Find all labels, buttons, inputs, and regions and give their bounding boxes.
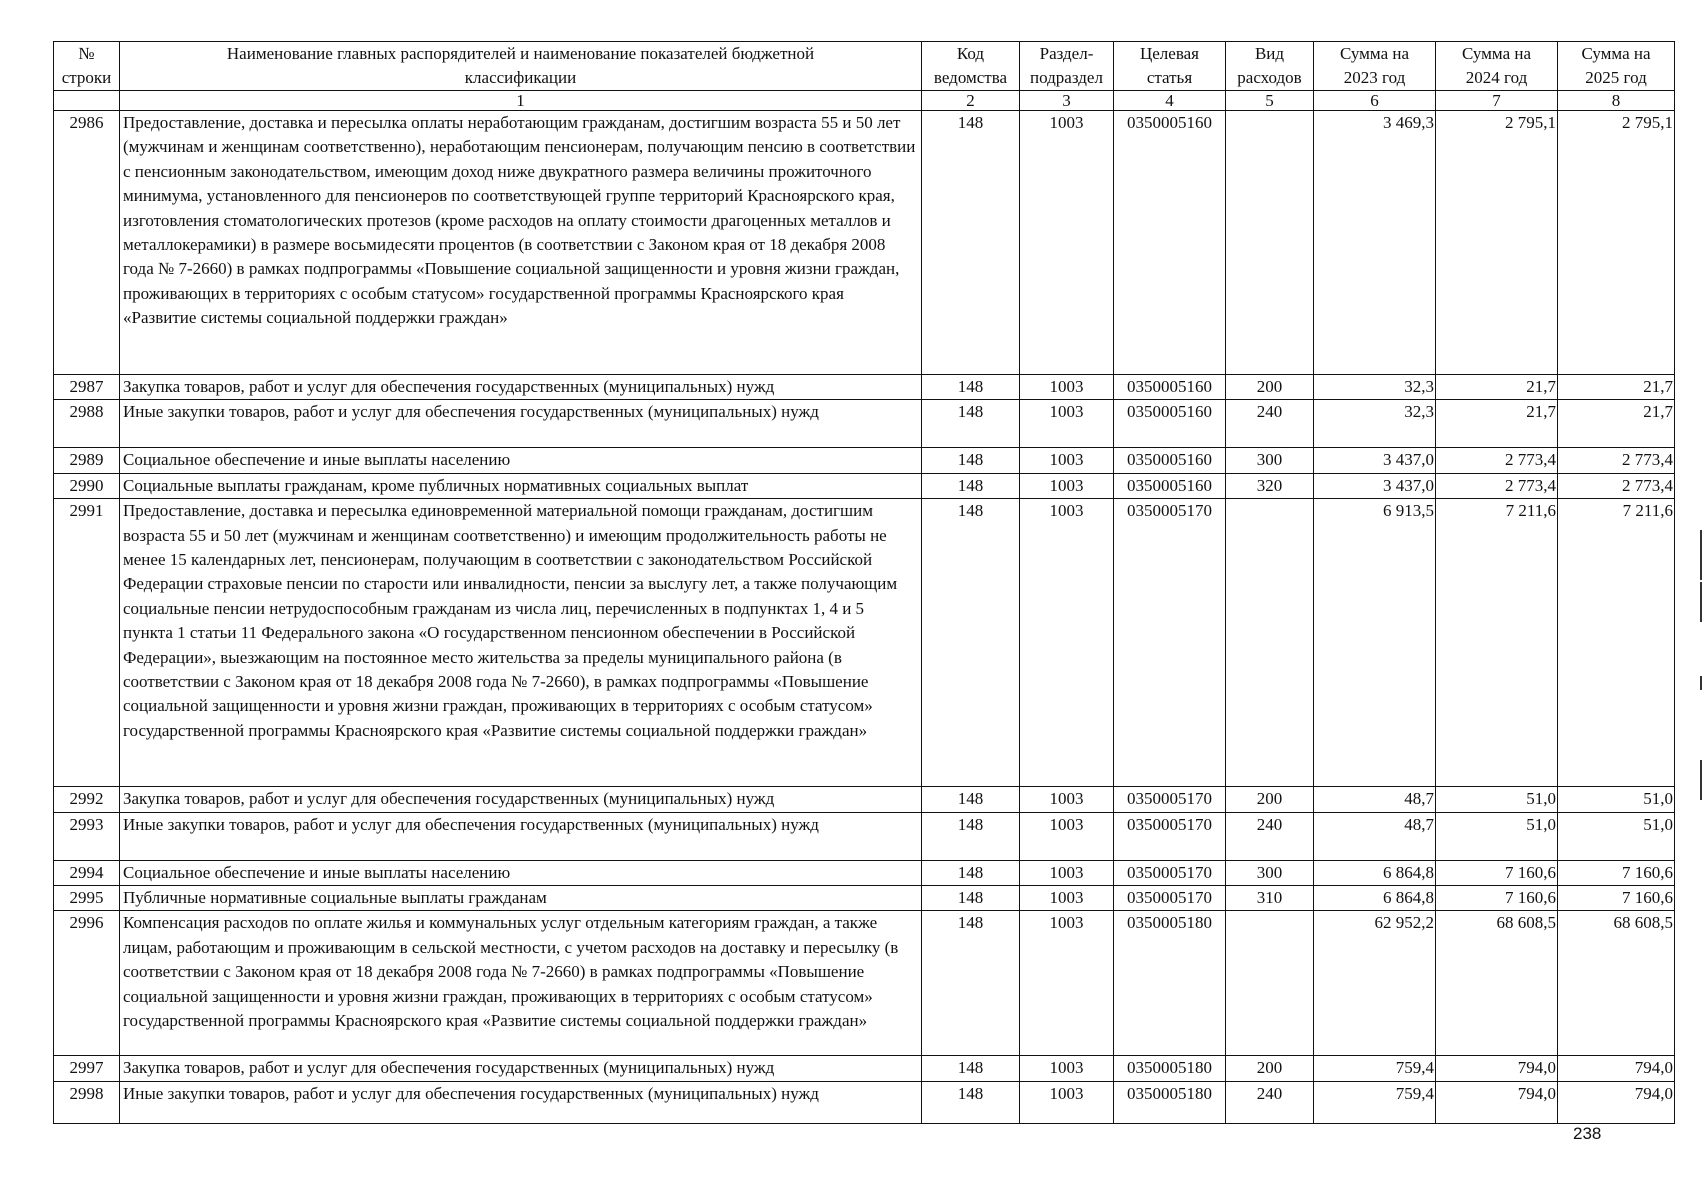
column-number: 3 (1020, 91, 1114, 111)
table-row (54, 1081, 1675, 1123)
row-number: 2990 (54, 473, 120, 498)
row-target: 0350005170 (1114, 886, 1226, 911)
row-dept-code: 148 (922, 911, 1020, 1056)
row-name: Социальное обеспечение и иные выплаты населению (120, 860, 922, 885)
column-number-blank (54, 91, 120, 111)
row-sum-2024: 7 160,6 (1436, 860, 1558, 885)
row-sum-2024: 51,0 (1436, 787, 1558, 812)
row-name: Закупка товаров, работ и услуг для обеспечения государственных (муниципальных) нужд (120, 375, 922, 400)
row-name: Социальные выплаты гражданам, кроме публичных нормативных социальных выплат (120, 473, 922, 498)
row-dept-code: 148 (922, 787, 1020, 812)
row-number: 2993 (54, 812, 120, 860)
row-expense-type: 200 (1226, 375, 1314, 400)
scan-edge-mark (1700, 582, 1702, 622)
row-sum-2025: 51,0 (1558, 787, 1675, 812)
row-sum-2023: 3 437,0 (1314, 473, 1436, 498)
header-sum-2023: Сумма на 2023 год (1314, 42, 1436, 91)
row-expense-type: 240 (1226, 400, 1314, 448)
row-number: 2996 (54, 911, 120, 1056)
row-expense-type: 300 (1226, 448, 1314, 473)
row-expense-type: 200 (1226, 1056, 1314, 1081)
row-sum-2025: 2 795,1 (1558, 111, 1675, 375)
row-sum-2023: 6 913,5 (1314, 499, 1436, 787)
table-row (54, 860, 1675, 885)
table-row (54, 812, 1675, 860)
row-name: Публичные нормативные социальные выплаты гражданам (120, 886, 922, 911)
row-target: 0350005160 (1114, 448, 1226, 473)
row-name: Иные закупки товаров, работ и услуг для обеспечения государственных (муниципальных) нужд (120, 812, 922, 860)
row-dept-code: 148 (922, 400, 1020, 448)
row-sum-2023: 3 437,0 (1314, 448, 1436, 473)
column-number: 6 (1314, 91, 1436, 111)
column-number: 4 (1114, 91, 1226, 111)
row-section: 1003 (1020, 400, 1114, 448)
row-name: Иные закупки товаров, работ и услуг для обеспечения государственных (муниципальных) нужд (120, 400, 922, 448)
row-number: 2988 (54, 400, 120, 448)
row-number: 2991 (54, 499, 120, 787)
row-dept-code: 148 (922, 812, 1020, 860)
row-section: 1003 (1020, 499, 1114, 787)
table-header-row (54, 42, 1675, 91)
row-target: 0350005180 (1114, 1081, 1226, 1123)
row-target: 0350005160 (1114, 400, 1226, 448)
row-sum-2023: 62 952,2 (1314, 911, 1436, 1056)
header-name: Наименование главных распорядителей и наименование показателей бюджетной классификации (120, 42, 922, 91)
row-dept-code: 148 (922, 1056, 1020, 1081)
table-row (54, 886, 1675, 911)
header-sum-2024: Сумма на 2024 год (1436, 42, 1558, 91)
row-sum-2025: 794,0 (1558, 1081, 1675, 1123)
row-sum-2025: 7 160,6 (1558, 886, 1675, 911)
row-sum-2024: 2 773,4 (1436, 473, 1558, 498)
row-sum-2023: 3 469,3 (1314, 111, 1436, 375)
table-row (54, 473, 1675, 498)
row-sum-2024: 794,0 (1436, 1081, 1558, 1123)
row-number: 2995 (54, 886, 120, 911)
row-expense-type: 240 (1226, 812, 1314, 860)
table-row (54, 1056, 1675, 1081)
row-sum-2023: 6 864,8 (1314, 860, 1436, 885)
row-expense-type: 300 (1226, 860, 1314, 885)
row-dept-code: 148 (922, 111, 1020, 375)
row-sum-2025: 68 608,5 (1558, 911, 1675, 1056)
row-expense-type (1226, 111, 1314, 375)
row-section: 1003 (1020, 473, 1114, 498)
table-row (54, 911, 1675, 1056)
row-expense-type: 200 (1226, 787, 1314, 812)
row-target: 0350005180 (1114, 1056, 1226, 1081)
row-target: 0350005160 (1114, 375, 1226, 400)
header-dept-code: Код ведомства (922, 42, 1020, 91)
row-expense-type: 320 (1226, 473, 1314, 498)
row-sum-2024: 7 211,6 (1436, 499, 1558, 787)
row-sum-2025: 51,0 (1558, 812, 1675, 860)
row-target: 0350005170 (1114, 812, 1226, 860)
table-row (54, 787, 1675, 812)
row-sum-2023: 32,3 (1314, 400, 1436, 448)
row-name: Закупка товаров, работ и услуг для обеспечения государственных (муниципальных) нужд (120, 1056, 922, 1081)
row-target: 0350005160 (1114, 111, 1226, 375)
row-number: 2997 (54, 1056, 120, 1081)
column-number-row (54, 91, 1675, 111)
row-expense-type (1226, 911, 1314, 1056)
row-sum-2025: 21,7 (1558, 400, 1675, 448)
row-name: Социальное обеспечение и иные выплаты населению (120, 448, 922, 473)
row-section: 1003 (1020, 111, 1114, 375)
row-section: 1003 (1020, 448, 1114, 473)
row-expense-type: 240 (1226, 1081, 1314, 1123)
table-row (54, 400, 1675, 448)
row-number: 2989 (54, 448, 120, 473)
row-dept-code: 148 (922, 448, 1020, 473)
row-section: 1003 (1020, 1081, 1114, 1123)
budget-table (53, 41, 1675, 1124)
scan-edge-mark (1700, 676, 1702, 690)
row-dept-code: 148 (922, 1081, 1020, 1123)
page-number: 238 (1573, 1124, 1602, 1143)
row-section: 1003 (1020, 886, 1114, 911)
row-sum-2023: 48,7 (1314, 812, 1436, 860)
row-section: 1003 (1020, 375, 1114, 400)
row-sum-2024: 21,7 (1436, 375, 1558, 400)
row-sum-2024: 2 773,4 (1436, 448, 1558, 473)
row-sum-2025: 2 773,4 (1558, 473, 1675, 498)
row-dept-code: 148 (922, 375, 1020, 400)
row-sum-2025: 2 773,4 (1558, 448, 1675, 473)
column-number: 5 (1226, 91, 1314, 111)
row-section: 1003 (1020, 812, 1114, 860)
row-sum-2025: 794,0 (1558, 1056, 1675, 1081)
row-sum-2024: 794,0 (1436, 1056, 1558, 1081)
row-dept-code: 148 (922, 860, 1020, 885)
row-sum-2024: 7 160,6 (1436, 886, 1558, 911)
row-sum-2025: 7 211,6 (1558, 499, 1675, 787)
row-sum-2023: 759,4 (1314, 1081, 1436, 1123)
budget-table-sheet (53, 41, 1674, 1124)
row-name: Закупка товаров, работ и услуг для обеспечения государственных (муниципальных) нужд (120, 787, 922, 812)
row-sum-2024: 2 795,1 (1436, 111, 1558, 375)
row-name: Иные закупки товаров, работ и услуг для обеспечения государственных (муниципальных) нужд (120, 1081, 922, 1123)
scan-edge-mark (1700, 760, 1702, 800)
row-name: Предоставление, доставка и пересылка единовременной материальной помощи гражданам, достигшим возраста 55 и 50 лет (мужчинам и женщинам соответственно) и имеющим продолжительность работы не менее 15 календарных лет, пенсионерам, получающим в соответствии с законодательством Российской Федерации страховые пенсии по старости или инвалидности, пенсии за выслугу лет, а также получающим социальные пенсии нетрудоспособным гражданам из числа лиц, перечисленных в подпунктах 1, 4 и 5 пункта 1 статьи 11 Федерального закона «О государственном пенсионном обеспечении в Российской Федерации», выезжающим на постоянное место жительства за пределы муниципального района (в соответствии с Законом края от 18 декабря 2008 года № 7-2660), в рамках подпрограммы «Повышение социальной защищенности и уровня жизни граждан, проживающих в территориях с особым статусом» государственной программы Красноярского края «Развитие системы социальной поддержки граждан» (120, 499, 922, 787)
row-sum-2024: 51,0 (1436, 812, 1558, 860)
row-sum-2025: 21,7 (1558, 375, 1675, 400)
row-sum-2025: 7 160,6 (1558, 860, 1675, 885)
row-target: 0350005170 (1114, 499, 1226, 787)
row-name: Предоставление, доставка и пересылка оплаты неработающим гражданам, достигшим возраста 55 и 50 лет (мужчинам и женщинам соответственно), неработающим пенсионерам, получающим пенсию в соответствии с пенсионным законодательством, имеющим доход ниже двукратного размера величины прожиточного минимума, установленного для пенсионеров по соответствующей группе территорий Красноярского края, изготовления стоматологических протезов (кроме расходов на оплату стоимости драгоценных металлов и металлокерамики) в размере восьмидесяти процентов (в соответствии с Законом края от 18 декабря 2008 года № 7-2660) в рамках подпрограммы «Повышение социальной защищенности и уровня жизни граждан, проживающих в территориях с особым статусом» государственной программы Красноярского края «Развитие системы социальной поддержки граждан» (120, 111, 922, 375)
table-row (54, 448, 1675, 473)
row-sum-2023: 6 864,8 (1314, 886, 1436, 911)
header-target: Целевая статья (1114, 42, 1226, 91)
row-dept-code: 148 (922, 886, 1020, 911)
header-row-number: № строки (54, 42, 120, 91)
row-target: 0350005170 (1114, 860, 1226, 885)
row-target: 0350005180 (1114, 911, 1226, 1056)
row-sum-2023: 48,7 (1314, 787, 1436, 812)
column-number: 8 (1558, 91, 1675, 111)
row-section: 1003 (1020, 911, 1114, 1056)
scan-edge-mark (1700, 530, 1702, 580)
row-sum-2023: 32,3 (1314, 375, 1436, 400)
row-target: 0350005160 (1114, 473, 1226, 498)
row-name: Компенсация расходов по оплате жилья и коммунальных услуг отдельным категориям граждан, а также лицам, работающим и проживающим в сельской местности, с учетом расходов на доставку и пересылку (в соответствии с Законом края от 18 декабря 2008 года № 7-2660) в рамках подпрограммы «Повышение социальной защищенности и уровня жизни граждан, проживающих в территориях с особым статусом» государственной программы Красноярского края «Развитие системы социальной поддержки граждан» (120, 911, 922, 1056)
header-expense-type: Вид расходов (1226, 42, 1314, 91)
row-dept-code: 148 (922, 473, 1020, 498)
row-target: 0350005170 (1114, 787, 1226, 812)
row-expense-type: 310 (1226, 886, 1314, 911)
row-number: 2994 (54, 860, 120, 885)
row-section: 1003 (1020, 1056, 1114, 1081)
row-number: 2987 (54, 375, 120, 400)
header-sum-2025: Сумма на 2025 год (1558, 42, 1675, 91)
row-sum-2024: 68 608,5 (1436, 911, 1558, 1056)
column-number: 1 (120, 91, 922, 111)
row-number: 2986 (54, 111, 120, 375)
table-row (54, 375, 1675, 400)
row-sum-2023: 759,4 (1314, 1056, 1436, 1081)
table-row (54, 111, 1675, 375)
column-number: 7 (1436, 91, 1558, 111)
row-sum-2024: 21,7 (1436, 400, 1558, 448)
table-row (54, 499, 1675, 787)
row-number: 2992 (54, 787, 120, 812)
header-section: Раздел-подраздел (1020, 42, 1114, 91)
row-section: 1003 (1020, 787, 1114, 812)
row-expense-type (1226, 499, 1314, 787)
row-section: 1003 (1020, 860, 1114, 885)
row-number: 2998 (54, 1081, 120, 1123)
column-number: 2 (922, 91, 1020, 111)
row-dept-code: 148 (922, 499, 1020, 787)
